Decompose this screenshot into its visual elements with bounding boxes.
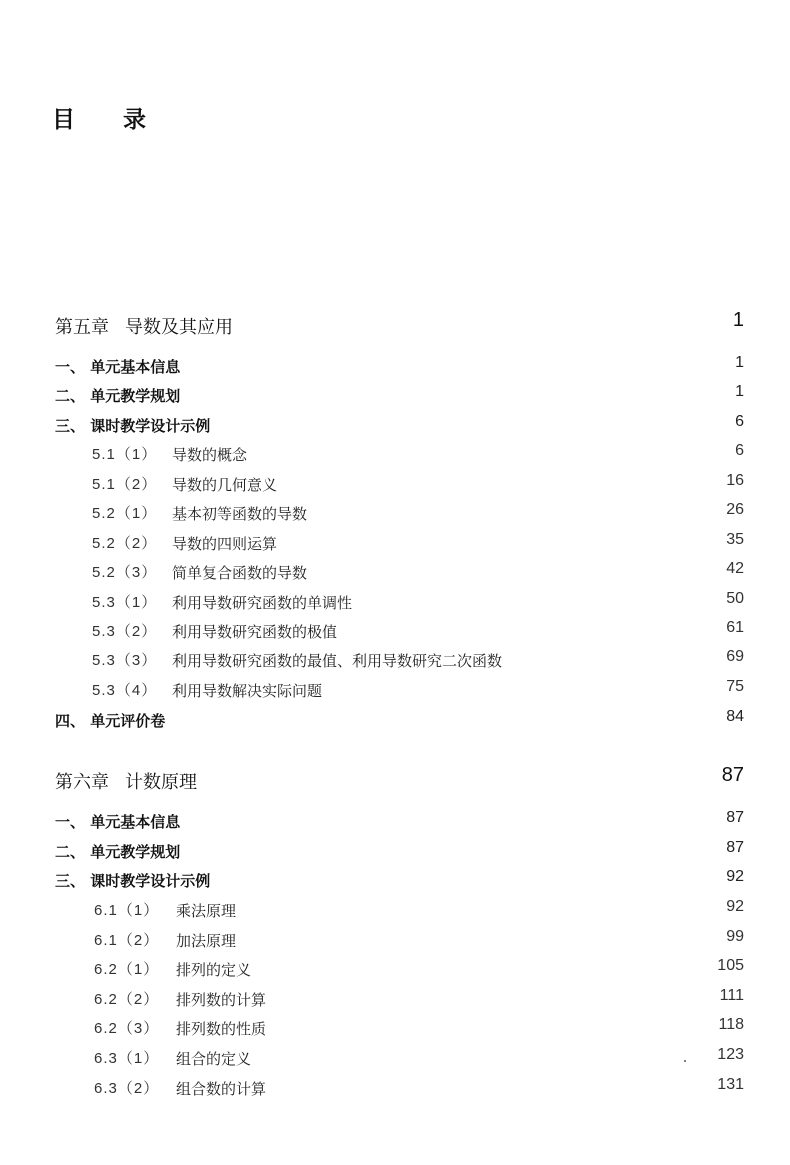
lesson-page-number: 105	[717, 957, 744, 974]
lesson-title: 乘法原理	[176, 902, 237, 920]
section-page-number: 92	[726, 868, 744, 885]
lesson-title: 导数的四则运算	[172, 535, 278, 553]
lesson-title: 排列的定义	[176, 961, 252, 979]
chapter-page-number: 1	[732, 309, 744, 331]
section-page-number: 84	[726, 708, 744, 725]
chapter-title	[55, 771, 197, 795]
lesson-number: 5.2（3）	[92, 564, 158, 581]
chapter-number: 第六章	[55, 772, 109, 793]
lesson-page-number: 42	[726, 560, 744, 577]
chapter-number: 第五章	[55, 317, 109, 338]
lesson-number: 5.2（1）	[92, 505, 158, 522]
lesson-number: 6.3（1）	[94, 1050, 160, 1067]
lesson-number: 6.2（1）	[94, 961, 160, 978]
lesson-page-number: 26	[726, 501, 744, 518]
lesson-title: 利用导数研究函数的单调性	[172, 594, 353, 612]
lesson-page-number: 61	[726, 619, 744, 636]
chapter-title	[55, 316, 233, 340]
chapter-name: 导数及其应用	[125, 317, 233, 338]
lesson-number: 5.3（2）	[92, 623, 158, 640]
section-title: 三、 课时教学设计示例	[55, 872, 211, 890]
lesson-number: 6.3（2）	[94, 1080, 160, 1097]
lesson-title: 基本初等函数的导数	[172, 505, 308, 523]
lesson-page-number: 99	[726, 928, 744, 945]
section-title: 一、 单元基本信息	[55, 813, 181, 831]
section-title: 一、 单元基本信息	[55, 358, 181, 376]
lesson-title: 导数的几何意义	[172, 476, 278, 494]
lesson-page-number: 75	[726, 678, 744, 695]
lesson-page-number: 123	[717, 1046, 744, 1063]
section-page-number: 87	[726, 839, 744, 856]
page-title: 目 录	[52, 107, 167, 133]
print-speck	[684, 1060, 686, 1062]
section-title: 三、 课时教学设计示例	[55, 417, 211, 435]
lesson-title: 组合的定义	[176, 1050, 252, 1068]
section-title: 四、 单元评价卷	[55, 712, 166, 730]
lesson-number: 6.1（2）	[94, 932, 160, 949]
section-title: 二、 单元教学规划	[55, 843, 181, 861]
lesson-number: 5.2（2）	[92, 535, 158, 552]
lesson-page-number: 35	[726, 531, 744, 548]
lesson-page-number: 6	[735, 442, 744, 459]
chapter-page-number: 87	[721, 764, 744, 786]
lesson-number: 6.2（2）	[94, 991, 160, 1008]
lesson-page-number: 16	[726, 472, 744, 489]
chapter-name: 计数原理	[125, 772, 197, 793]
lesson-number: 5.3（4）	[92, 682, 158, 699]
lesson-title: 加法原理	[176, 932, 237, 950]
section-page-number: 1	[735, 383, 744, 400]
section-page-number: 1	[735, 354, 744, 371]
lesson-number: 5.3（3）	[92, 652, 158, 669]
lesson-title: 排列数的性质	[176, 1020, 267, 1038]
lesson-title: 排列数的计算	[176, 991, 267, 1009]
section-page-number: 87	[726, 809, 744, 826]
lesson-page-number: 111	[719, 987, 744, 1004]
section-page-number: 6	[735, 413, 744, 430]
lesson-number: 5.3（1）	[92, 594, 158, 611]
lesson-number: 5.1（2）	[92, 476, 158, 493]
lesson-number: 6.2（3）	[94, 1020, 160, 1037]
section-title: 二、 单元教学规划	[55, 387, 181, 405]
lesson-title: 简单复合函数的导数	[172, 564, 308, 582]
lesson-title: 组合数的计算	[176, 1080, 267, 1098]
lesson-number: 6.1（1）	[94, 902, 160, 919]
lesson-title: 导数的概念	[172, 446, 248, 464]
lesson-page-number: 69	[726, 648, 744, 665]
lesson-page-number: 118	[718, 1016, 744, 1033]
lesson-number: 5.1（1）	[92, 446, 158, 463]
lesson-title: 利用导数研究函数的最值、利用导数研究二次函数	[172, 652, 503, 670]
lesson-title: 利用导数研究函数的极值	[172, 623, 338, 641]
lesson-title: 利用导数解决实际问题	[172, 682, 323, 700]
lesson-page-number: 50	[726, 590, 744, 607]
lesson-page-number: 131	[717, 1076, 744, 1093]
lesson-page-number: 92	[726, 898, 744, 915]
